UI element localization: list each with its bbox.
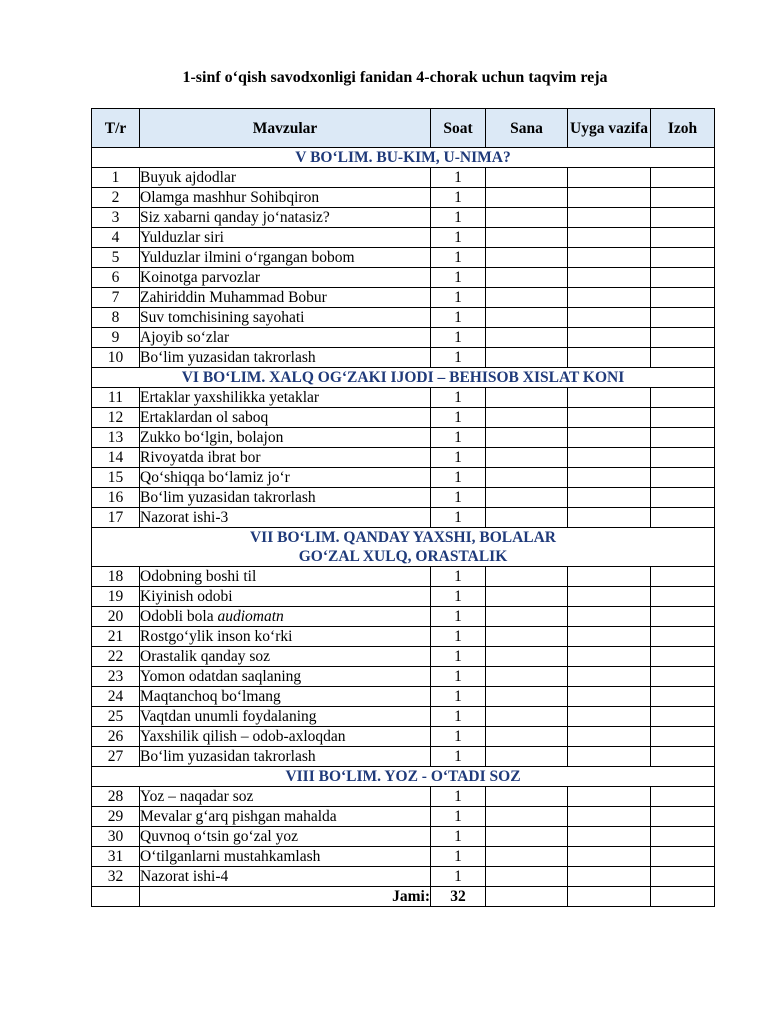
table-row xyxy=(92,328,715,348)
row-topic xyxy=(140,847,431,867)
table-row xyxy=(92,607,715,627)
row-number: 20 xyxy=(92,607,140,627)
row-note-cell xyxy=(651,308,715,328)
row-note-cell xyxy=(651,587,715,607)
header-homework: Uyga vazifa xyxy=(568,109,651,148)
table-row xyxy=(92,667,715,687)
row-topic-text: Rivoyatda ibrat bor xyxy=(140,449,261,466)
total-homework-cell xyxy=(568,887,651,907)
row-number: 2 xyxy=(92,188,140,208)
row-number: 31 xyxy=(92,847,140,867)
row-topic-text: Yoz – naqadar soz xyxy=(140,788,254,805)
row-number: 30 xyxy=(92,827,140,847)
row-topic-text: Bo‘lim yuzasidan takrorlash xyxy=(140,748,316,765)
row-number: 19 xyxy=(92,587,140,607)
row-date-cell xyxy=(486,867,568,887)
row-topic xyxy=(140,707,431,727)
row-topic-text: Nazorat ishi-3 xyxy=(140,509,229,526)
row-note-cell xyxy=(651,508,715,528)
row-date-cell xyxy=(486,807,568,827)
table-row xyxy=(92,208,715,228)
row-note-cell xyxy=(651,208,715,228)
row-homework-cell xyxy=(568,208,651,228)
row-hours: 1 xyxy=(431,647,486,667)
total-note-cell xyxy=(651,887,715,907)
table-row xyxy=(92,747,715,767)
row-topic-text: Kiyinish odobi xyxy=(140,588,233,605)
row-topic-text: Odobning boshi til xyxy=(140,568,257,585)
row-note-cell xyxy=(651,168,715,188)
row-note-cell xyxy=(651,627,715,647)
row-date-cell xyxy=(486,687,568,707)
row-date-cell xyxy=(486,488,568,508)
row-date-cell xyxy=(486,468,568,488)
row-note-cell xyxy=(651,228,715,248)
row-date-cell xyxy=(486,627,568,647)
row-homework-cell xyxy=(568,348,651,368)
row-topic-text: Siz xabarni qanday jo‘natasiz? xyxy=(140,209,330,226)
row-number: 21 xyxy=(92,627,140,647)
row-topic xyxy=(140,587,431,607)
row-number: 4 xyxy=(92,228,140,248)
total-date-cell xyxy=(486,887,568,907)
header-note: Izoh xyxy=(651,109,715,148)
row-hours: 1 xyxy=(431,488,486,508)
row-topic-text: Orastalik qanday soz xyxy=(140,648,270,665)
row-note-cell xyxy=(651,448,715,468)
row-date-cell xyxy=(486,448,568,468)
table-row xyxy=(92,807,715,827)
row-date-cell xyxy=(486,288,568,308)
row-topic xyxy=(140,627,431,647)
row-number: 28 xyxy=(92,787,140,807)
row-topic-text: Nazorat ishi-4 xyxy=(140,868,229,885)
table-row xyxy=(92,787,715,807)
row-hours: 1 xyxy=(431,707,486,727)
row-homework-cell xyxy=(568,787,651,807)
row-number: 25 xyxy=(92,707,140,727)
table-row xyxy=(92,428,715,448)
row-homework-cell xyxy=(568,428,651,448)
row-topic-text: O‘tilganlarni mustahkamlash xyxy=(140,848,321,865)
table-row xyxy=(92,627,715,647)
row-topic xyxy=(140,268,431,288)
row-number: 29 xyxy=(92,807,140,827)
row-topic xyxy=(140,388,431,408)
row-note-cell xyxy=(651,188,715,208)
row-date-cell xyxy=(486,647,568,667)
row-topic xyxy=(140,248,431,268)
row-number: 3 xyxy=(92,208,140,228)
row-topic xyxy=(140,488,431,508)
row-topic-text: Vaqtdan unumli foydalaning xyxy=(140,708,317,725)
section-row xyxy=(92,767,715,787)
row-topic xyxy=(140,647,431,667)
total-row xyxy=(92,887,715,907)
section-row xyxy=(92,148,715,168)
row-hours: 1 xyxy=(431,348,486,368)
row-note-cell xyxy=(651,827,715,847)
section-title xyxy=(92,767,715,787)
row-number: 12 xyxy=(92,408,140,428)
row-date-cell xyxy=(486,508,568,528)
row-hours: 1 xyxy=(431,827,486,847)
row-date-cell xyxy=(486,328,568,348)
row-number: 5 xyxy=(92,248,140,268)
row-date-cell xyxy=(486,348,568,368)
row-note-cell xyxy=(651,567,715,587)
row-note-cell xyxy=(651,747,715,767)
row-number: 11 xyxy=(92,388,140,408)
row-topic-text: Yulduzlar siri xyxy=(140,229,224,246)
row-topic xyxy=(140,667,431,687)
table-row xyxy=(92,488,715,508)
row-topic xyxy=(140,727,431,747)
row-topic xyxy=(140,867,431,887)
row-number: 22 xyxy=(92,647,140,667)
row-topic xyxy=(140,687,431,707)
row-hours: 1 xyxy=(431,847,486,867)
row-hours: 1 xyxy=(431,268,486,288)
row-topic-text: Zahiriddin Muhammad Bobur xyxy=(140,289,327,306)
row-topic xyxy=(140,188,431,208)
row-topic-text: Suv tomchisining sayohati xyxy=(140,309,305,326)
row-hours: 1 xyxy=(431,228,486,248)
row-date-cell xyxy=(486,268,568,288)
total-label: Jami: xyxy=(140,887,431,907)
row-number: 15 xyxy=(92,468,140,488)
table-header-row xyxy=(92,109,715,148)
row-topic-text: Olamga mashhur Sohibqiron xyxy=(140,189,320,206)
section-title-line: GO‘ZAL XULQ, ORASTALIK xyxy=(298,548,508,565)
row-homework-cell xyxy=(568,168,651,188)
section-title-line: V BO‘LIM. BU-KIM, U-NIMA? xyxy=(295,149,511,166)
row-note-cell xyxy=(651,787,715,807)
row-note-cell xyxy=(651,867,715,887)
row-hours: 1 xyxy=(431,687,486,707)
row-homework-cell xyxy=(568,827,651,847)
table-row xyxy=(92,228,715,248)
row-note-cell xyxy=(651,707,715,727)
table-row xyxy=(92,268,715,288)
section-title-line: VI BO‘LIM. XALQ OG‘ZAKI IJODI – BEHISOB XISLAT KONI xyxy=(181,369,625,386)
row-number: 24 xyxy=(92,687,140,707)
row-number: 8 xyxy=(92,308,140,328)
row-number: 13 xyxy=(92,428,140,448)
header-hours: Soat xyxy=(431,109,486,148)
row-note-cell xyxy=(651,408,715,428)
row-date-cell xyxy=(486,747,568,767)
row-topic xyxy=(140,807,431,827)
row-number: 9 xyxy=(92,328,140,348)
row-topic-text: Mevalar g‘arq pishgan mahalda xyxy=(140,808,337,825)
row-topic xyxy=(140,448,431,468)
row-topic xyxy=(140,787,431,807)
row-homework-cell xyxy=(568,747,651,767)
row-homework-cell xyxy=(568,328,651,348)
table-row xyxy=(92,727,715,747)
row-homework-cell xyxy=(568,508,651,528)
table-row xyxy=(92,468,715,488)
row-homework-cell xyxy=(568,647,651,667)
page-title: 1-sinf o‘qish savodxonligi fanidan 4-chorak uchun taqvim reja xyxy=(182,69,608,86)
row-number: 18 xyxy=(92,567,140,587)
section-title-line: VIII BO‘LIM. YOZ - O‘TADI SOZ xyxy=(285,768,521,785)
row-note-cell xyxy=(651,248,715,268)
table-row xyxy=(92,567,715,587)
row-homework-cell xyxy=(568,807,651,827)
row-note-cell xyxy=(651,268,715,288)
row-topic-text: Quvnoq o‘tsin go‘zal yoz xyxy=(140,828,298,845)
row-date-cell xyxy=(486,248,568,268)
row-homework-cell xyxy=(568,228,651,248)
row-hours: 1 xyxy=(431,787,486,807)
row-number: 10 xyxy=(92,348,140,368)
row-homework-cell xyxy=(568,268,651,288)
row-homework-cell xyxy=(568,867,651,887)
section-title xyxy=(92,528,715,567)
row-note-cell xyxy=(651,388,715,408)
row-topic xyxy=(140,288,431,308)
row-topic-text: Ertaklardan ol saboq xyxy=(140,409,269,426)
row-hours: 1 xyxy=(431,667,486,687)
row-note-cell xyxy=(651,488,715,508)
row-number: 1 xyxy=(92,168,140,188)
row-date-cell xyxy=(486,168,568,188)
row-topic xyxy=(140,328,431,348)
row-date-cell xyxy=(486,667,568,687)
row-homework-cell xyxy=(568,248,651,268)
table-row xyxy=(92,847,715,867)
table-row xyxy=(92,188,715,208)
row-topic xyxy=(140,747,431,767)
row-number: 27 xyxy=(92,747,140,767)
row-homework-cell xyxy=(568,468,651,488)
row-hours: 1 xyxy=(431,188,486,208)
row-number: 14 xyxy=(92,448,140,468)
row-date-cell xyxy=(486,428,568,448)
row-note-cell xyxy=(651,607,715,627)
row-homework-cell xyxy=(568,727,651,747)
row-number: 17 xyxy=(92,508,140,528)
table-row xyxy=(92,348,715,368)
row-topic-text: Bo‘lim yuzasidan takrorlash xyxy=(140,489,316,506)
row-date-cell xyxy=(486,188,568,208)
row-date-cell xyxy=(486,607,568,627)
row-number: 32 xyxy=(92,867,140,887)
row-homework-cell xyxy=(568,488,651,508)
row-note-cell xyxy=(651,428,715,448)
row-topic-text: Yulduzlar ilmini o‘rgangan bobom xyxy=(140,249,355,266)
row-note-cell xyxy=(651,667,715,687)
row-topic xyxy=(140,607,431,627)
row-topic-text: Odobli bola xyxy=(140,608,218,625)
row-note-cell xyxy=(651,647,715,667)
section-title xyxy=(92,368,715,388)
row-date-cell xyxy=(486,228,568,248)
row-hours: 1 xyxy=(431,567,486,587)
table-row xyxy=(92,707,715,727)
row-topic-text: Maqtanchoq bo‘lmang xyxy=(140,688,281,705)
row-homework-cell xyxy=(568,607,651,627)
row-hours: 1 xyxy=(431,428,486,448)
table-row xyxy=(92,248,715,268)
row-topic-text: Rostgo‘ylik inson ko‘rki xyxy=(140,628,293,645)
row-hours: 1 xyxy=(431,607,486,627)
row-topic-text: Ertaklar yaxshilikka yetaklar xyxy=(140,389,320,406)
table-row xyxy=(92,448,715,468)
row-date-cell xyxy=(486,408,568,428)
row-date-cell xyxy=(486,208,568,228)
row-date-cell xyxy=(486,388,568,408)
row-homework-cell xyxy=(568,847,651,867)
row-date-cell xyxy=(486,308,568,328)
table-row xyxy=(92,388,715,408)
table-row xyxy=(92,587,715,607)
row-hours: 1 xyxy=(431,208,486,228)
table-row xyxy=(92,867,715,887)
table-body xyxy=(92,148,715,907)
calendar-plan-table xyxy=(91,108,715,907)
row-homework-cell xyxy=(568,567,651,587)
row-topic-text: Zukko bo‘lgin, bolajon xyxy=(140,429,284,446)
row-homework-cell xyxy=(568,308,651,328)
row-topic xyxy=(140,348,431,368)
row-date-cell xyxy=(486,707,568,727)
row-hours: 1 xyxy=(431,807,486,827)
row-number: 6 xyxy=(92,268,140,288)
row-topic-text: Yaxshilik qilish – odob-axloqdan xyxy=(140,728,346,745)
row-hours: 1 xyxy=(431,468,486,488)
row-topic xyxy=(140,508,431,528)
row-note-cell xyxy=(651,348,715,368)
row-hours: 1 xyxy=(431,867,486,887)
row-homework-cell xyxy=(568,707,651,727)
section-row xyxy=(92,528,715,567)
row-topic xyxy=(140,408,431,428)
table-row xyxy=(92,647,715,667)
row-number: 16 xyxy=(92,488,140,508)
section-title xyxy=(92,148,715,168)
row-topic xyxy=(140,308,431,328)
row-date-cell xyxy=(486,787,568,807)
row-topic xyxy=(140,168,431,188)
table-row xyxy=(92,308,715,328)
total-value: 32 xyxy=(431,887,486,907)
header-tr: T/r xyxy=(92,109,140,148)
table-row xyxy=(92,408,715,428)
row-topic-text: Koinotga parvozlar xyxy=(140,269,261,286)
row-hours: 1 xyxy=(431,408,486,428)
section-row xyxy=(92,368,715,388)
table-row xyxy=(92,288,715,308)
row-date-cell xyxy=(486,727,568,747)
row-homework-cell xyxy=(568,627,651,647)
row-homework-cell xyxy=(568,587,651,607)
row-hours: 1 xyxy=(431,168,486,188)
table-row xyxy=(92,827,715,847)
row-date-cell xyxy=(486,587,568,607)
row-note-cell xyxy=(651,727,715,747)
table-row xyxy=(92,168,715,188)
row-topic-text: Qo‘shiqqa bo‘lamiz jo‘r xyxy=(140,469,290,486)
row-hours: 1 xyxy=(431,448,486,468)
row-note-cell xyxy=(651,847,715,867)
row-hours: 1 xyxy=(431,328,486,348)
row-topic-text: Yomon odatdan saqlaning xyxy=(140,668,302,685)
row-topic-text: Ajoyib so‘zlar xyxy=(140,329,230,346)
row-homework-cell xyxy=(568,667,651,687)
row-note-cell xyxy=(651,807,715,827)
row-topic-text: Buyuk ajdodlar xyxy=(140,169,236,186)
row-topic xyxy=(140,827,431,847)
row-note-cell xyxy=(651,468,715,488)
row-date-cell xyxy=(486,827,568,847)
row-homework-cell xyxy=(568,408,651,428)
total-empty-cell xyxy=(92,887,140,907)
row-hours: 1 xyxy=(431,288,486,308)
row-topic xyxy=(140,228,431,248)
row-hours: 1 xyxy=(431,727,486,747)
row-homework-cell xyxy=(568,388,651,408)
row-homework-cell xyxy=(568,448,651,468)
row-hours: 1 xyxy=(431,248,486,268)
row-number: 26 xyxy=(92,727,140,747)
row-hours: 1 xyxy=(431,747,486,767)
header-topics: Mavzular xyxy=(140,109,431,148)
section-title-line: VII BO‘LIM. QANDAY YAXSHI, BOLALAR xyxy=(249,529,557,546)
row-date-cell xyxy=(486,567,568,587)
row-hours: 1 xyxy=(431,388,486,408)
row-topic xyxy=(140,428,431,448)
row-topic xyxy=(140,208,431,228)
row-note-cell xyxy=(651,288,715,308)
row-note-cell xyxy=(651,687,715,707)
row-hours: 1 xyxy=(431,508,486,528)
row-homework-cell xyxy=(568,687,651,707)
row-topic-italic: audiomatn xyxy=(217,608,284,625)
row-topic xyxy=(140,468,431,488)
row-hours: 1 xyxy=(431,308,486,328)
table-row xyxy=(92,687,715,707)
row-hours: 1 xyxy=(431,627,486,647)
row-homework-cell xyxy=(568,188,651,208)
row-topic xyxy=(140,567,431,587)
row-hours: 1 xyxy=(431,587,486,607)
row-date-cell xyxy=(486,847,568,867)
header-date: Sana xyxy=(486,109,568,148)
table-row xyxy=(92,508,715,528)
row-number: 7 xyxy=(92,288,140,308)
row-number: 23 xyxy=(92,667,140,687)
row-homework-cell xyxy=(568,288,651,308)
row-topic-text: Bo‘lim yuzasidan takrorlash xyxy=(140,349,316,366)
row-note-cell xyxy=(651,328,715,348)
